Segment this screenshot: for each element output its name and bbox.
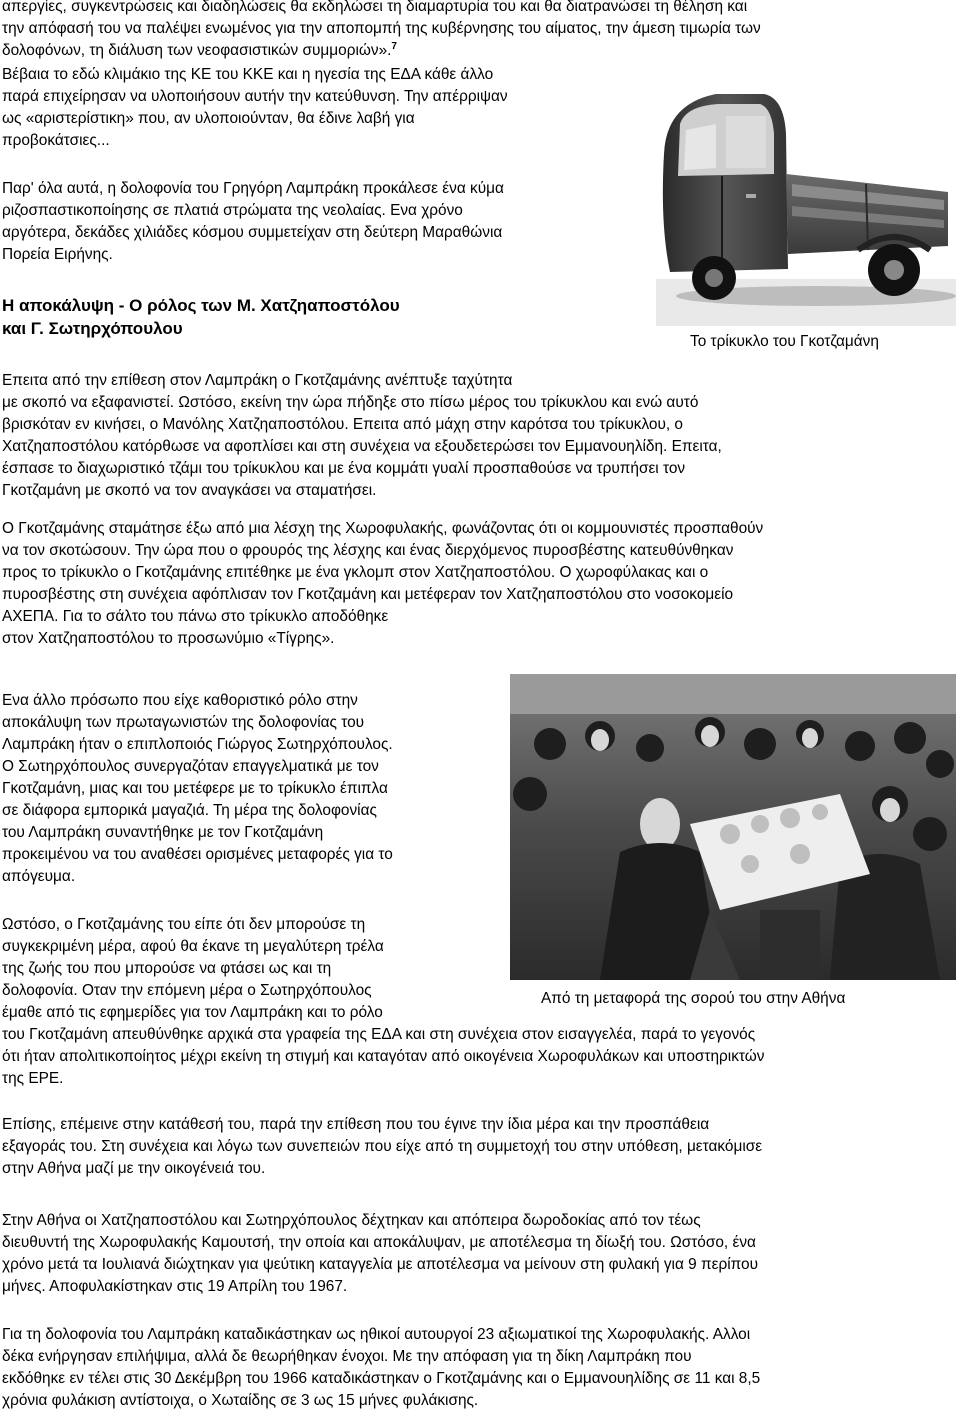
text-line: ριζοσπαστικοποίησης σε πλατιά στρώματα της νεολαίας. Ενα χρόνο bbox=[2, 202, 463, 219]
text-line: αποκάλυψη των πρωταγωνιστών της δολοφονίας του bbox=[2, 714, 365, 731]
figure-caption: Από τη μεταφορά της σορού του στην Αθήνα bbox=[541, 990, 846, 1007]
text-line: παρά επιχείρησαν να υλοποιήσουν αυτήν την κατεύθυνση. Την απέρριψαν bbox=[2, 88, 508, 105]
text-line: απόγευμα. bbox=[2, 868, 76, 885]
text-line: την απόφασή του να παλέψει ενωμένος για την αποπομπή της κυβέρνησης του αίματος, την άμεση τιμωρία των bbox=[2, 20, 761, 37]
text-line: Ο Σωτηρχόπουλος συνεργαζόταν επαγγελματικά με τον bbox=[2, 758, 379, 775]
text-line: χρόνο μετά τα Ιουλιανά διώχτηκαν για ψεύτικη καταγγελία με αποτέλεσμα να μείνουν στη φυλακή για 9 περίπου bbox=[2, 1256, 759, 1273]
text-line: Ωστόσο, ο Γκοτζαμάνης του είπε ότι δεν μπορούσε τη bbox=[2, 916, 366, 933]
text-line: προκειμένου να του αναθέσει ορισμένες μεταφορές για το bbox=[2, 846, 393, 863]
text-line: Πορεία Ειρήνης. bbox=[2, 246, 113, 263]
text-line: του Γκοτζαμάνη απευθύνθηκε αρχικά στα γραφεία της ΕΔΑ και στη συνέχεια στον εισαγγελέα, παρά το γεγονός bbox=[2, 1026, 756, 1043]
text-line: συγκεκριμένη μέρα, αφού θα έκανε τη μεγαλύτερη τρέλα bbox=[2, 938, 384, 955]
text-line: Χατζηαποστόλου κατόρθωσε να αφοπλίσει και στη συνέχεια να εξουδετερώσει τον Εμμανουηλίδη. Επειτα, bbox=[2, 438, 722, 455]
text-line: Ο Γκοτζαμάνης σταμάτησε έξω από μια λέσχη της Χωροφυλακής, φωνάζοντας ότι οι κομμουνιστές προσπαθούν bbox=[2, 520, 764, 537]
text-line: πυροσβέστης στη συνέχεια αφόπλισαν τον Γκοτζαμάνη και μετέφεραν τον Χατζηαποστόλου στο νοσοκομείο bbox=[2, 586, 734, 603]
text-line: απεργίες, συγκεντρώσεις και διαδηλώσεις θα εκδηλώσει τη διαμαρτυρία του και θα διατρανώσει τη θέληση και bbox=[2, 0, 748, 15]
text-line: εξαγοράς του. Στη συνέχεια και λόγω των συνεπειών που είχε από τη συμμετοχή του στην υπόθεση, μετακόμισε bbox=[2, 1138, 763, 1155]
section-heading: Η αποκάλυψη - Ο ρόλος των Μ. Χατζηαποστόλου bbox=[2, 296, 400, 315]
text-line: Γκοτζαμάνη με σκοπό να τον αναγκάσει να σταματήσει. bbox=[2, 482, 377, 499]
figure-caption: Το τρίκυκλο του Γκοτζαμάνη bbox=[690, 333, 879, 350]
text-line: προς το τρίκυκλο ο Γκοτζαμάνης επιτέθηκε με ένα γκλομπ στον Χατζηαποστόλου. Ο χωροφύλακας και ο bbox=[2, 564, 709, 581]
text-line: Για τη δολοφονία του Λαμπράκη καταδικάστηκαν ως ηθικοί αυτουργοί 23 αξιωματικοί της Χωροφυλακής. Αλλοι bbox=[2, 1326, 751, 1343]
funeral-procession-photo bbox=[510, 674, 956, 980]
text-line: Στην Αθήνα οι Χατζηαποστόλου και Σωτηρχόπουλος δέχτηκαν και απόπειρα δωροδοκίας από τον τέως bbox=[2, 1212, 701, 1229]
text-line: στον Χατζηαποστόλου το προσωνύμιο «Τίγρης». bbox=[2, 630, 335, 647]
text-line: δολοφονία. Οταν την επόμενη μέρα ο Σωτηρχόπουλος bbox=[2, 982, 372, 999]
text-line-body: δολοφόνων, τη διάλυση των νεοφασιστικών συμμοριών». bbox=[2, 42, 392, 59]
tricycle-photo bbox=[656, 64, 956, 326]
text-line: Βέβαια το εδώ κλιμάκιο της ΚΕ του ΚΚΕ και η ηγεσία της ΕΔΑ κάθε άλλο bbox=[2, 66, 494, 83]
text-line: ΑΧΕΠΑ. Για το σάλτο του πάνω στο τρίκυκλο αποδόθηκε bbox=[2, 608, 389, 625]
text-line: ως «αριστερίστικη» που, αν υλοποιούνταν, θα έδινε λαβή για bbox=[2, 110, 415, 127]
text-line: Επειτα από την επίθεση στον Λαμπράκη ο Γκοτζαμάνης ανέπτυξε ταχύτητα bbox=[2, 372, 513, 389]
text-line: της ΕΡΕ. bbox=[2, 1070, 64, 1087]
text-line: Παρ' όλα αυτά, η δολοφονία του Γρηγόρη Λαμπράκη προκάλεσε ένα κύμα bbox=[2, 180, 504, 197]
text-line: προβοκάτσιες... bbox=[2, 132, 110, 149]
text-line bbox=[2, 40, 397, 62]
text-line: στην Αθήνα μαζί με την οικογένειά του. bbox=[2, 1160, 266, 1177]
text-line: έμαθε από τις εφημερίδες για τον Λαμπράκη και το ρόλο bbox=[2, 1004, 383, 1021]
text-line: αργότερα, δεκάδες χιλιάδες κόσμου συμμετείχαν στη δεύτερη Μαραθώνια bbox=[2, 224, 503, 241]
text-line: ότι ήταν απολιτικοποίητος μέχρι εκείνη τη στιγμή και καταγόταν από οικογένεια Χωροφυλάκων και υποστηρικτών bbox=[2, 1048, 765, 1065]
text-line: εκδόθηκε εν τέλει στις 30 Δεκέμβρη του 1966 καταδικάστηκαν ο Γκοτζαμάνης και ο Εμμανουηλίδης σε 11 και 8,5 bbox=[2, 1370, 761, 1387]
text-line: μήνες. Αποφυλακίστηκαν στις 19 Απρίλη του 1967. bbox=[2, 1278, 348, 1295]
text-line: έσπασε το διαχωριστικό τζάμι του τρίκυκλου και με ένα κομμάτι γυαλί προσπαθούσε να τρυπήσει τον bbox=[2, 460, 686, 477]
text-line: να τον σκοτώσουν. Την ώρα που ο φρουρός της λέσχης και ένας διερχόμενος πυροσβέστης κατευθύνθηκαν bbox=[2, 542, 734, 559]
text-line: Λαμπράκη ήταν ο επιπλοποιός Γιώργος Σωτηρχόπουλος. bbox=[2, 736, 393, 753]
text-line: του Λαμπράκη συναντήθηκε με τον Γκοτζαμάνη bbox=[2, 824, 324, 841]
text-line: της ζωής του που μπορούσε να φτάσει ως και τη bbox=[2, 960, 332, 977]
tricycle-illustration bbox=[656, 64, 956, 326]
text-line: Επίσης, επέμεινε στην κατάθεσή του, παρά την επίθεση που του έγινε την ίδια μέρα και την προσπάθεια bbox=[2, 1116, 710, 1133]
text-line: Ενα άλλο πρόσωπο που είχε καθοριστικό ρόλο στην bbox=[2, 692, 358, 709]
text-line: διευθυντή της Χωροφυλακής Καμουτσή, την οποία και αποκάλυψαν, με αποτέλεσμα τη δίωξή του. Ωστόσο, ένα bbox=[2, 1234, 756, 1251]
text-line: σε διάφορα εμπορικά μαγαζιά. Τη μέρα της δολοφονίας bbox=[2, 802, 377, 819]
text-line: βρισκόταν εν κινήσει, ο Μανόλης Χατζηαποστόλου. Επειτα από μάχη στην καρότσα του τρίκυκλου, ο bbox=[2, 416, 683, 433]
footnote-ref[interactable]: 7 bbox=[391, 40, 397, 52]
text-line: χρόνια φυλάκιση αντίστοιχα, ο Χωταίδης σε 3 ως 15 μήνες φυλάκισης. bbox=[2, 1392, 479, 1409]
text-line: Γκοτζαμάνη, μιας και του μετέφερε με το τρίκυκλο έπιπλα bbox=[2, 780, 388, 797]
text-line: δέκα ενήργησαν επιλήψιμα, αλλά δε θεωρήθηκαν ένοχοι. Με την απόφαση για τη δίκη Λαμπράκη που bbox=[2, 1348, 692, 1365]
text-line: με σκοπό να εξαφανιστεί. Ωστόσο, εκείνη την ώρα πήδηξε στο πίσω μέρος του τρίκυκλου και ενώ αυτό bbox=[2, 394, 699, 411]
procession-illustration bbox=[510, 674, 956, 980]
section-heading: και Γ. Σωτηρχόπουλου bbox=[2, 319, 183, 338]
